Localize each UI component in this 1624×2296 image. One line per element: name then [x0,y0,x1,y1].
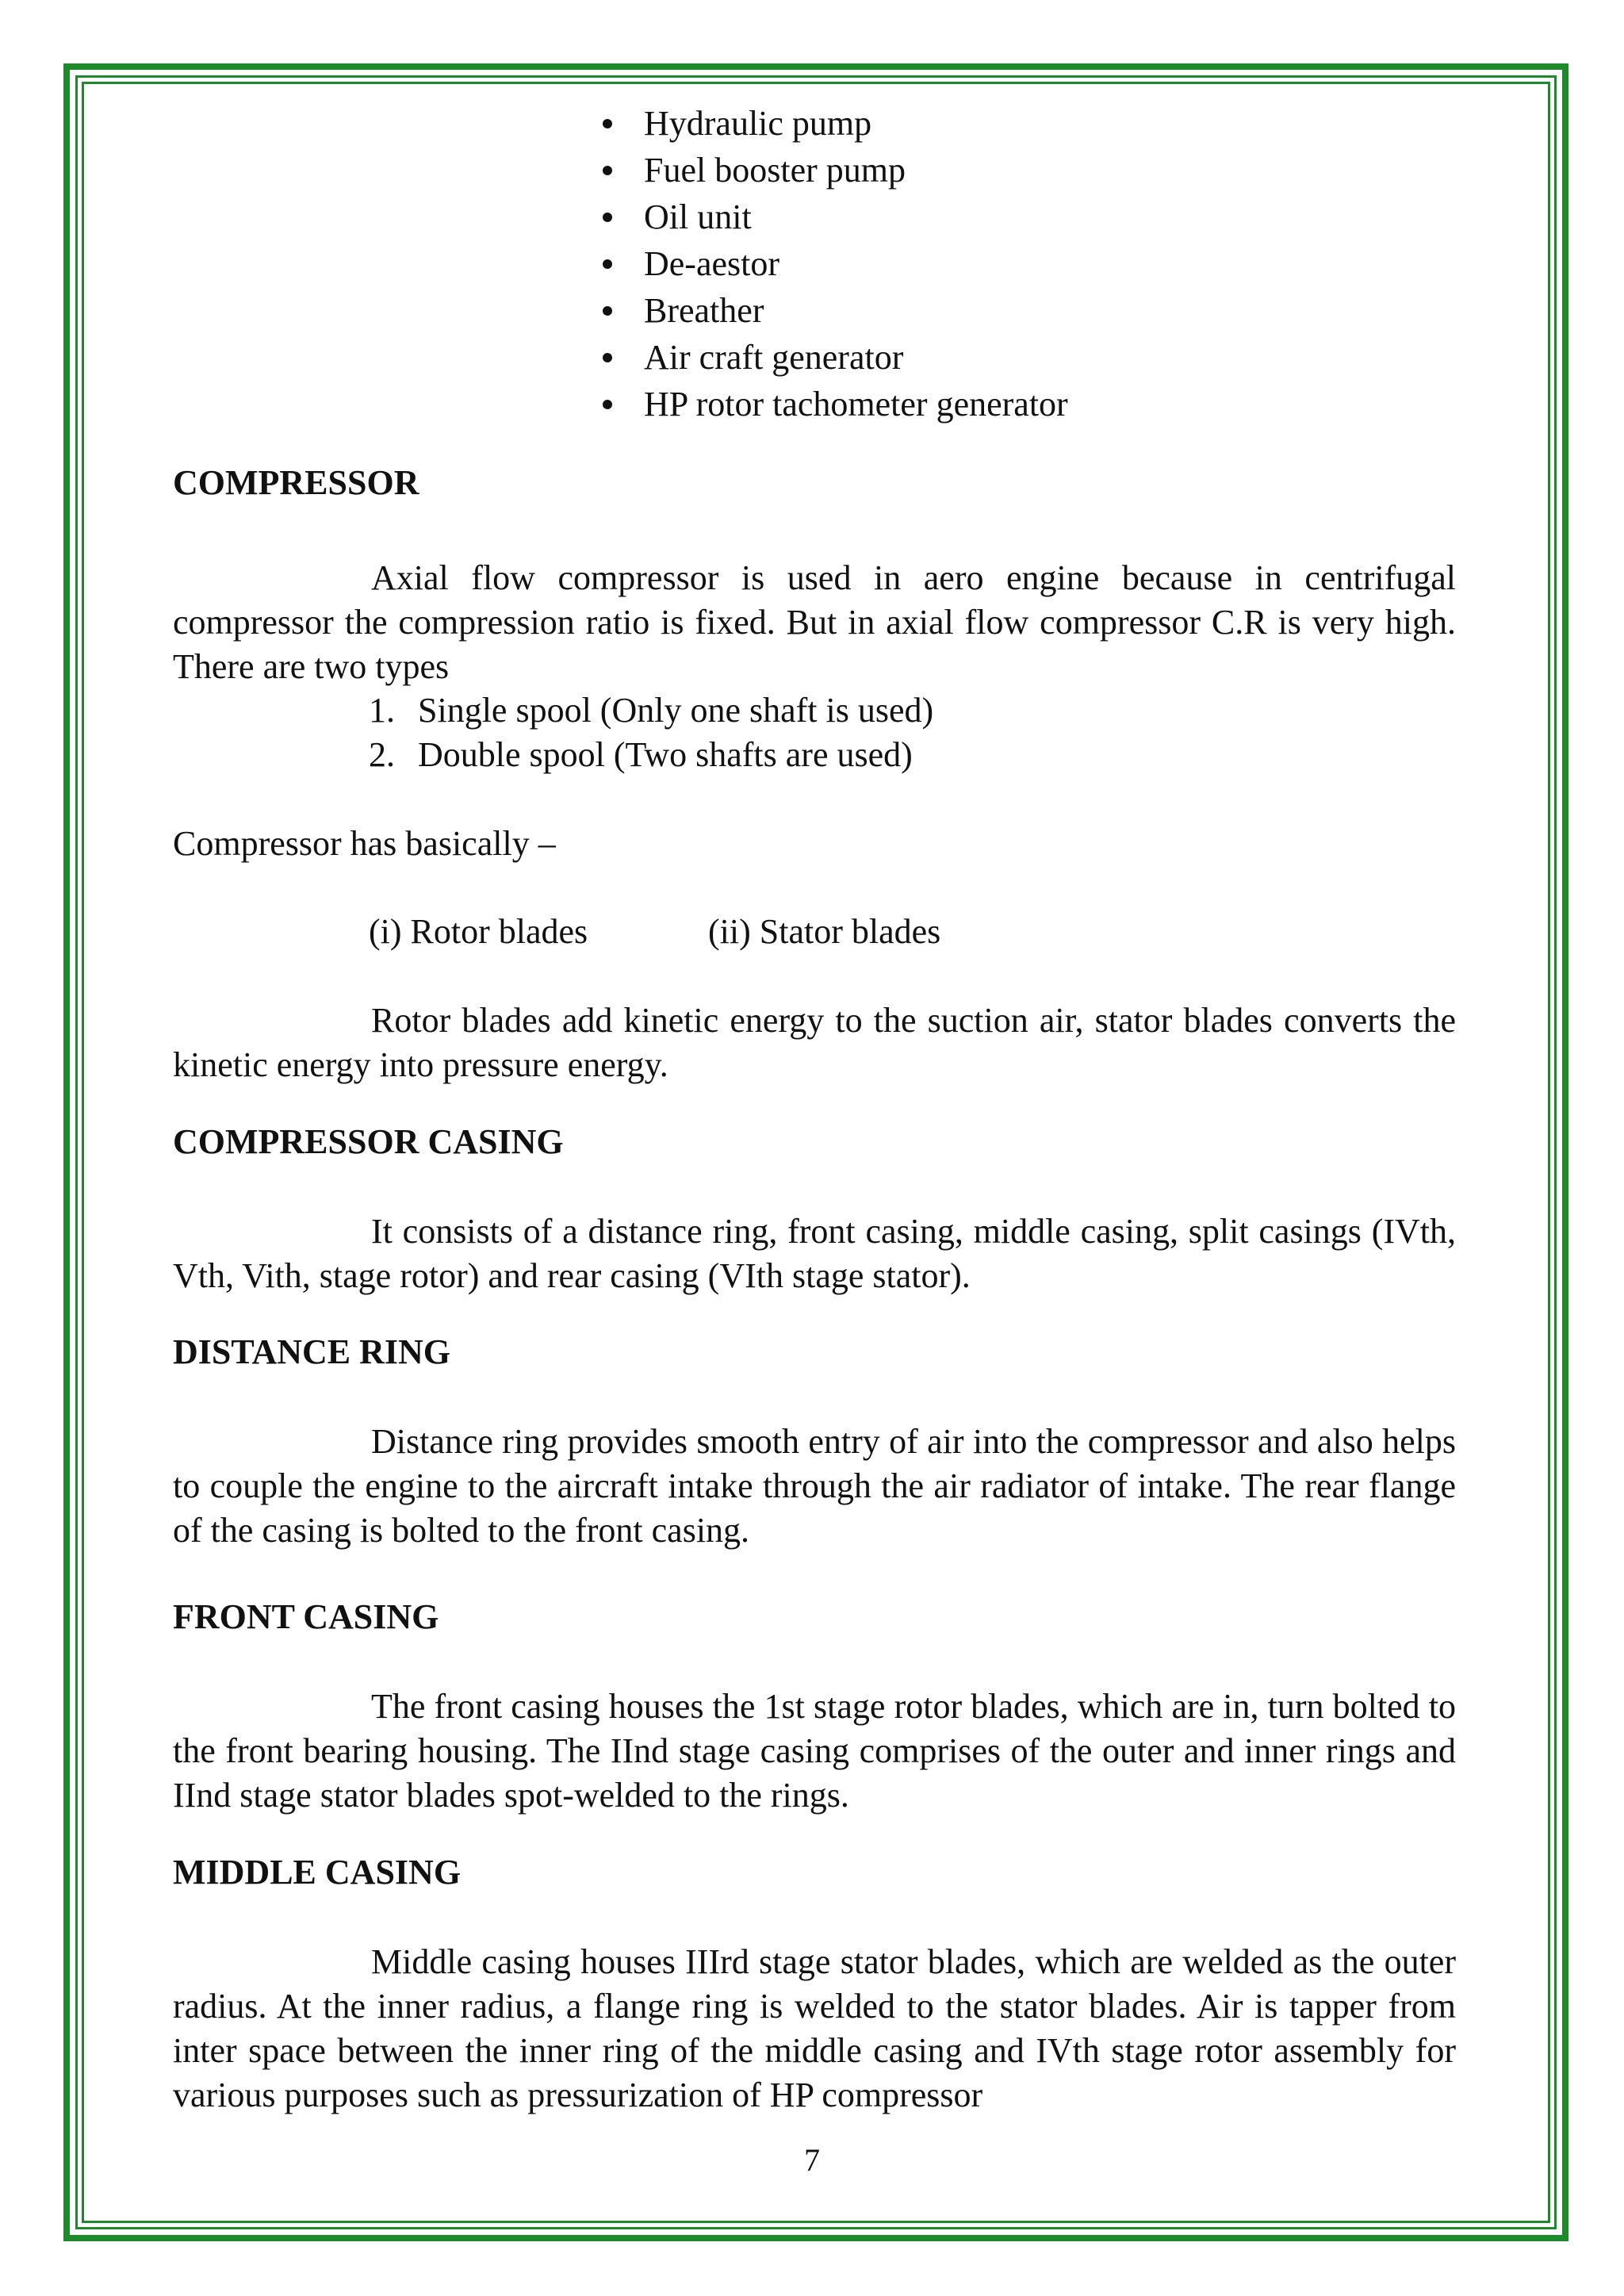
list-item: De-aestor [593,240,1068,287]
paragraph-compressor-casing: It consists of a distance ring, front casing, middle casing, split casings (IVth, Vth, Vith, stage rotor) and rear casing (VIth stage stator). [173,1212,1456,1295]
part-stator-blades: (ii) Stator blades [708,912,941,951]
page-number: 7 [804,2142,820,2178]
list-item: Breather [593,287,1068,334]
list-text: Double spool (Two shafts are used) [418,735,913,774]
list-item: Fuel booster pump [593,147,1068,194]
heading-compressor-casing: COMPRESSOR CASING [173,1122,564,1161]
heading-middle-casing: MIDDLE CASING [173,1853,462,1892]
paragraph-distance-ring: Distance ring provides smooth entry of air into the compressor and also helps to couple the engine to the aircraft intake through the air radiator of intake. The rear flange of the casing is bolted to the front casing. [173,1422,1456,1550]
heading-front-casing: FRONT CASING [173,1597,439,1636]
list-item: Air craft generator [593,334,1068,381]
list-text: Single spool (Only one shaft is used) [418,691,934,730]
list-item: Oil unit [593,194,1068,240]
compressor-types-list [369,688,933,777]
paragraph-front-casing: The front casing houses the 1st stage rotor blades, which are in, turn bolted to the front bearing housing. The IInd stage casing comprises of the outer and inner rings and IInd stage stator blades spot-welded to the rings. [173,1687,1456,1815]
heading-distance-ring: DISTANCE RING [173,1332,451,1371]
accessory-list [593,100,1068,427]
compressor-parts [369,910,940,954]
list-number: 1. [369,691,395,730]
list-item: HP rotor tachometer generator [593,381,1068,427]
compressor-basically-text: Compressor has basically – [173,824,556,863]
list-item: Hydraulic pump [593,100,1068,147]
part-rotor-blades: (i) Rotor blades [369,912,588,951]
paragraph-middle-casing: Middle casing houses IIIrd stage stator blades, which are welded as the outer radius. At the inner radius, a flange ring is welded to the stator blades. Air is tapper from inter space between the inner ring of the middle casing and IVth stage rotor assembly for various purposes such as pressurization of HP compressor [173,1942,1456,2114]
paragraph-blades: Rotor blades add kinetic energy to the suction air, stator blades converts the kinetic energy into pressure energy. [173,1001,1456,1084]
list-number: 2. [369,735,395,774]
list-item [369,688,933,733]
paragraph-compressor: Axial flow compressor is used in aero engine because in centrifugal compressor the compression ratio is fixed. But in axial flow compressor C.R is very high. There are two types [173,558,1456,686]
heading-compressor: COMPRESSOR [173,463,419,502]
list-item [369,733,933,777]
